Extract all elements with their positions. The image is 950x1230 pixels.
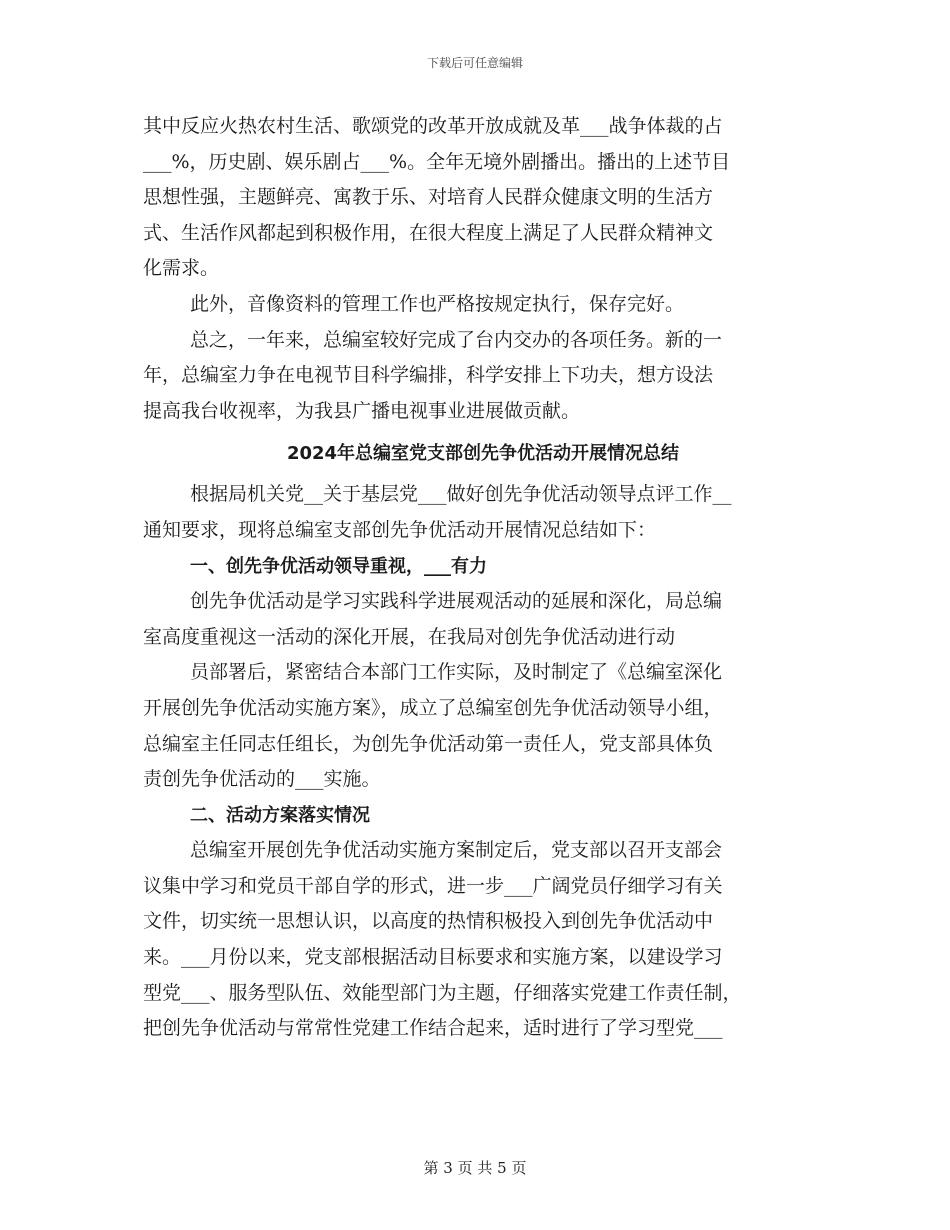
body-line: 把创先争优活动与常常性党建工作结合起来，适时进行了学习型党___ [143, 1017, 723, 1040]
body-line: 文件，切实统一思想认识，以高度的热情积极投入到创先争优活动中 [143, 910, 714, 933]
body-line: 总编室主任同志任组长，为创先争优活动第一责任人，党支部具体负 [143, 732, 714, 755]
body-line: 责创先争优活动的___实施。 [143, 768, 381, 791]
body-line: 思想性强，主题鲜亮、寓教于乐、对培育人民群众健康文明的生活方 [143, 186, 714, 209]
document-body [143, 109, 823, 1047]
body-line: 开展创先争优活动实施方案》，成立了总编室创先争优活动领导小组， [143, 696, 723, 719]
section-title: 2024年总编室党支部创先争优活动开展情况总结 [286, 443, 680, 465]
subheading-1: 一、创先争优活动领导重视，___有力 [190, 555, 487, 577]
body-line: 式、生活作风都起到积极作用，在很大程度上满足了人民群众精神文 [143, 221, 714, 244]
body-line: 创先争优活动是学习实践科学进展观活动的延展和深化，局总编 [190, 590, 723, 613]
body-line: 室高度重视这一活动的深化开展，在我局对创先争优活动进行动 [143, 625, 676, 648]
body-line: 员部署后，紧密结合本部门工作实际，及时制定了《总编室深化 [190, 661, 723, 684]
body-line: 来。___月份以来，党支部根据活动目标要求和实施方案，以建设学习 [143, 946, 723, 969]
body-line: 化需求。 [143, 257, 220, 280]
body-line: 总编室开展创先争优活动实施方案制定后，党支部以召开支部会 [190, 839, 723, 862]
page-footer: 第 3 页 共 5 页 [423, 1159, 527, 1177]
body-line: 提高我台收视率，为我县广播电视事业进展做贡献。 [143, 399, 581, 422]
body-line: 通知要求，现将总编室支部创先争优活动开展情况总结如下： [143, 518, 657, 541]
body-line: 总之，一年来，总编室较好完成了台内交办的各项任务。新的一 [190, 328, 723, 351]
body-line: 其中反应火热农村生活、歌颂党的改革开放成就及革___战争体裁的占 [143, 115, 723, 137]
body-line: 年，总编室力争在电视节目科学编排，科学安排上下功夫，想方设法 [143, 364, 714, 387]
body-line: 此外，音像资料的管理工作也严格按规定执行，保存完好。 [190, 292, 685, 315]
body-line: 型党___、服务型队伍、效能型部门为主题，仔细落实党建工作责任制， [143, 981, 742, 1004]
body-line: ___%，历史剧、娱乐剧占___%。全年无境外剧播出。播出的上述节目 [143, 150, 731, 173]
header-note: 下载后可任意编辑 [426, 56, 523, 70]
body-line: 议集中学习和党员干部自学的形式，进一步___广阔党员仔细学习有关 [143, 874, 723, 897]
body-line: 根据局机关党__关于基层党___做好创先争优活动领导点评工作__ [190, 483, 732, 506]
subheading-2: 二、活动方案落实情况 [190, 804, 370, 826]
